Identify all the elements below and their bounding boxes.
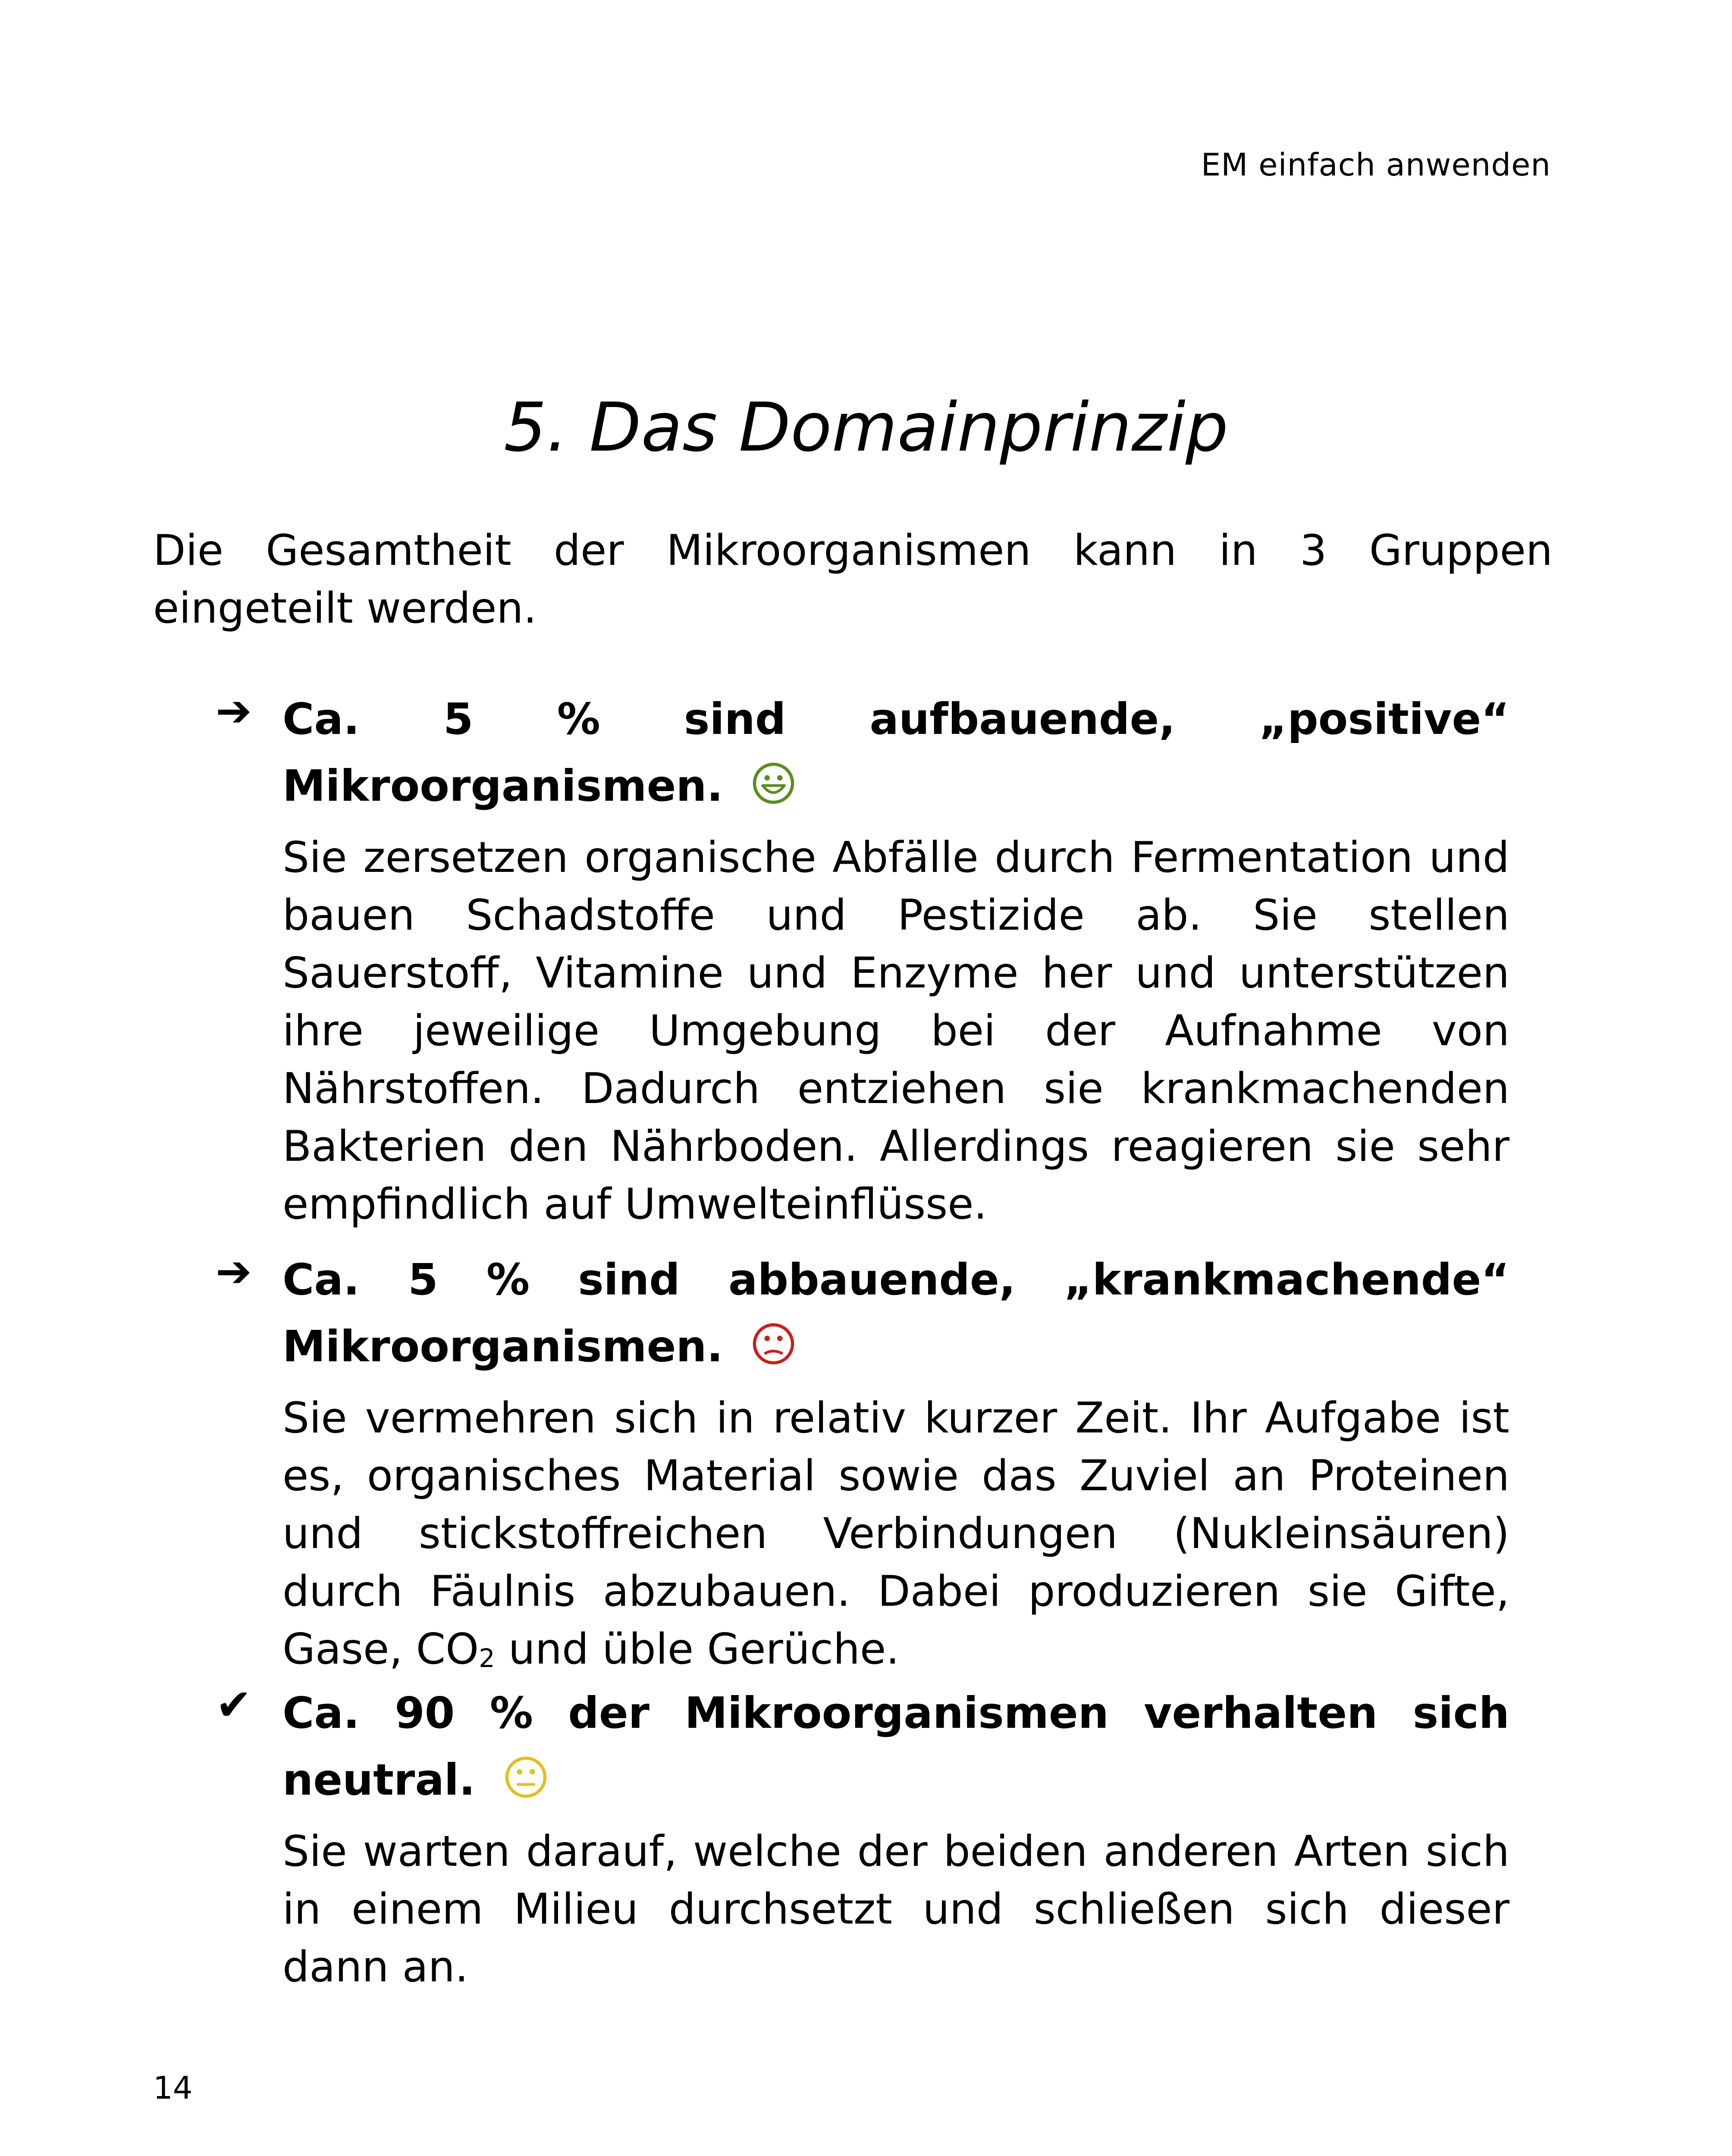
intro-paragraph: Die Gesamtheit der Mikroorganismen kann in 3 Gruppen eingeteilt werden. — [153, 526, 1553, 633]
group-heading-text: Ca. 5 % sind abbauende, „krankmachende“ Mikroorganismen. — [282, 1254, 1509, 1372]
page-number: 14 — [153, 2070, 193, 2106]
group-pathogenic — [216, 1246, 1509, 1687]
arrow-bullet-icon: ➔ — [216, 1246, 252, 1297]
group-description: Sie warten darauf, welche der beiden anderen Arten sich in einem Milieu durchsetzt und schließen sich dieser dann an. — [282, 1827, 1509, 1992]
group-description: Sie zersetzen organische Abfälle durch Fermentation und bauen Schadstoffe und Pestizide ab. Sie stellen Sauerstoff, Vitamine und Enzyme her und unterstützen ihre jeweilige Umgebung bei der Aufnahme von Nährstoffen. Dadurch entziehen sie krankmachenden Bakterien den Nährboden. Allerdings reagieren sie sehr empfindlich auf Umwelteinflüsse. — [282, 833, 1509, 1229]
frowning-smiley-icon — [751, 1318, 796, 1385]
grinning-smiley-icon — [751, 758, 796, 824]
group-neutral — [216, 1680, 1509, 1996]
group-description — [282, 1389, 1509, 1687]
running-header: EM einfach anwenden — [1201, 147, 1551, 183]
group-heading — [282, 686, 1509, 824]
description-text-end: und üble Gerüche. — [495, 1625, 900, 1674]
group-heading-text: Ca. 5 % sind aufbauende, „positive“ Mikroorganismen. — [282, 694, 1509, 811]
neutral-smiley-icon — [503, 1752, 549, 1818]
checkmark-bullet-icon: ✔ — [216, 1680, 252, 1730]
group-heading — [282, 1246, 1509, 1385]
group-heading — [282, 1680, 1509, 1818]
description-text: Sie vermehren sich in relativ kurzer Zeit. Ihr Aufgabe ist es, organisches Material sowie das Zuviel an Proteinen und stickstoffreichen Verbindungen (Nukleinsäuren) durch Fäulnis abzubauen. Dabei produzieren sie Gifte, Gase, CO — [282, 1394, 1509, 1674]
chapter-title: 5. Das Domainprinzip — [504, 388, 1228, 467]
subscript-two: 2 — [479, 1643, 495, 1673]
group-heading-text: Ca. 90 % der Mikroorganismen verhalten sich neutral. — [282, 1688, 1509, 1805]
arrow-bullet-icon: ➔ — [216, 686, 252, 736]
group-positive — [216, 686, 1509, 1233]
